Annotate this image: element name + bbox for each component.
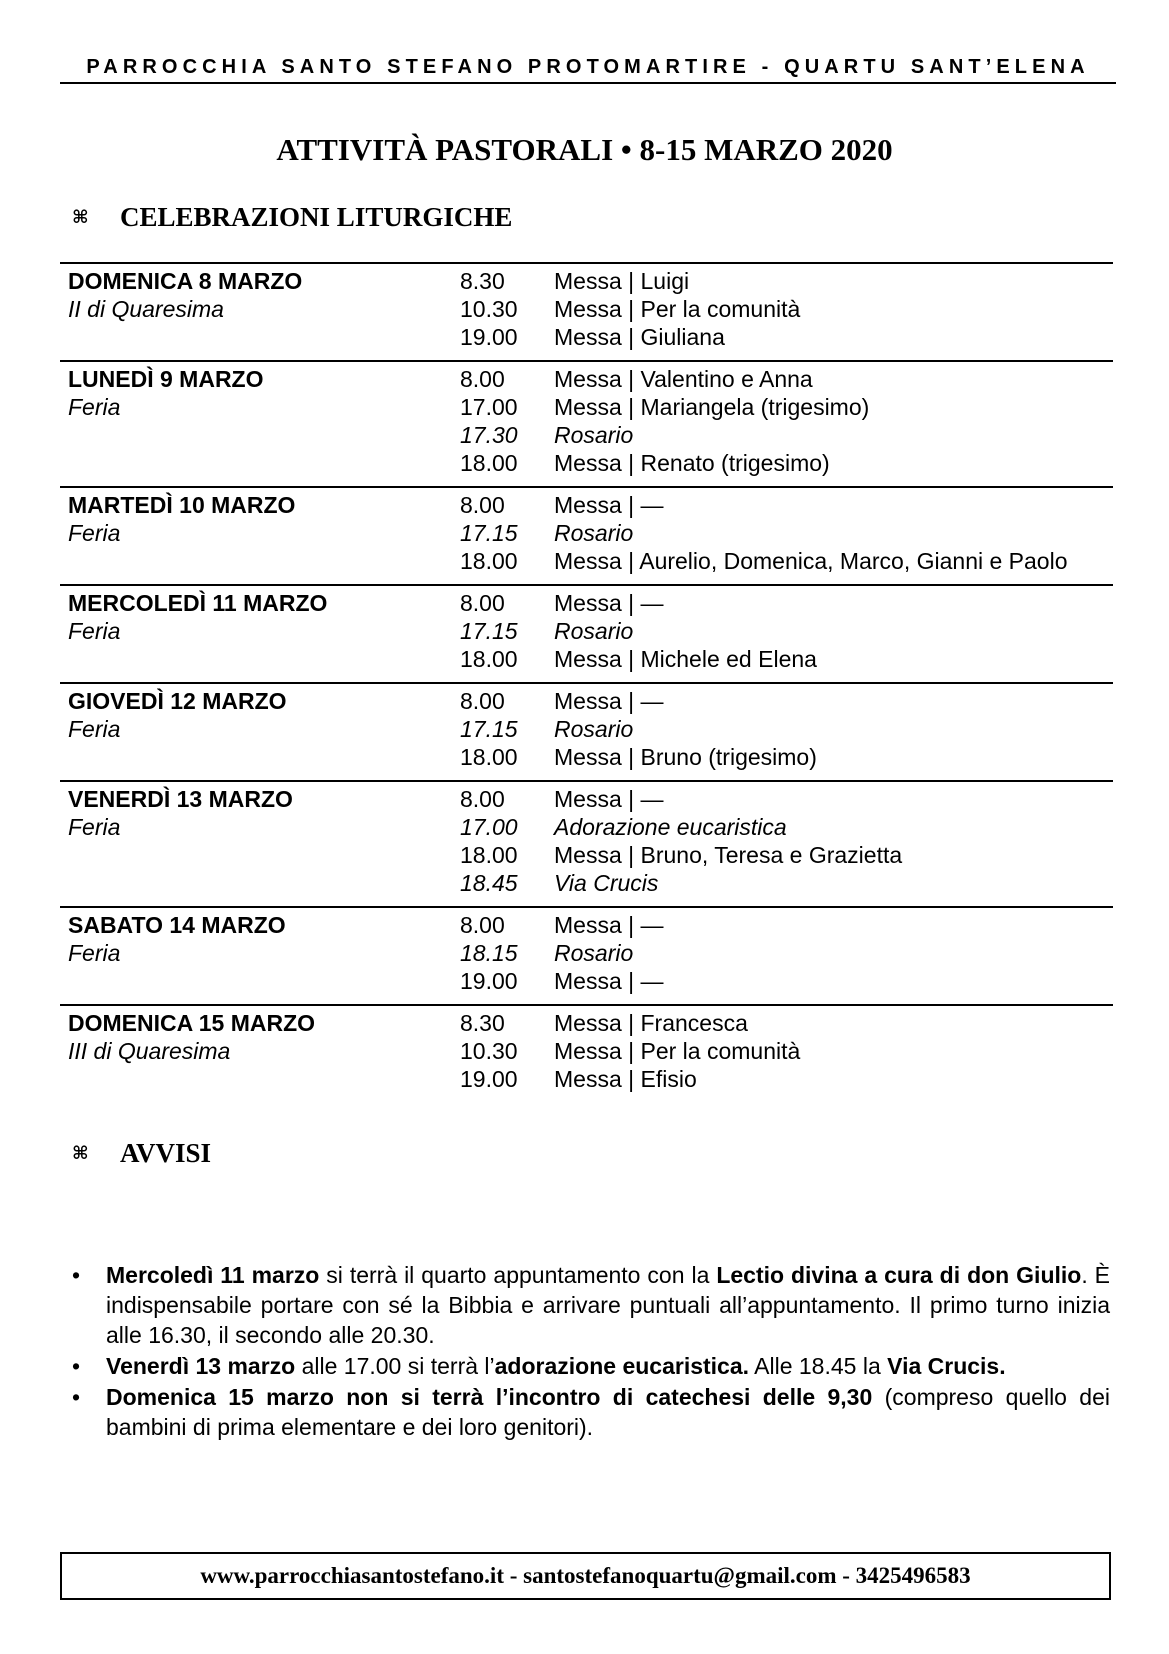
day-name: LUNEDÌ 9 MARZO xyxy=(68,366,264,392)
notice-emphasis: adorazione eucaristica. xyxy=(494,1353,750,1379)
event-row xyxy=(460,1009,1113,1037)
bullet-icon: • xyxy=(72,1353,81,1379)
event-description: Messa | — xyxy=(554,688,664,714)
day-note: Feria xyxy=(68,814,121,840)
event-row xyxy=(460,785,1113,813)
day-events xyxy=(460,589,1113,673)
event-row xyxy=(460,813,1113,841)
event-description: Messa | Efisio xyxy=(554,1066,697,1092)
event-description: Messa | Aurelio, Domenica, Marco, Gianni e Paolo xyxy=(554,548,1068,574)
event-description: Messa | Francesca xyxy=(554,1010,748,1036)
event-row xyxy=(460,295,1113,323)
event-row xyxy=(460,365,1113,393)
notice-text: si terrà il quarto appuntamento con la xyxy=(319,1262,717,1288)
day-note: Feria xyxy=(68,940,121,966)
day-info xyxy=(60,491,460,575)
day-name: GIOVEDÌ 12 MARZO xyxy=(68,688,287,714)
day-row xyxy=(60,262,1113,360)
parish-header: PARROCCHIA SANTO STEFANO PROTOMARTIRE - QUARTU SANT’ELENA xyxy=(86,56,1090,78)
notice-text: Alle 18.45 la xyxy=(749,1353,888,1379)
notice-text: alle 17.00 si terrà l’ xyxy=(295,1353,495,1379)
notice-emphasis: Lectio divina a cura di don Giulio xyxy=(716,1262,1082,1288)
day-note: Feria xyxy=(68,394,121,420)
event-description: Messa | Luigi xyxy=(554,268,690,294)
day-row xyxy=(60,906,1113,1004)
event-time: 19.00 xyxy=(460,968,518,994)
event-row xyxy=(460,449,1113,477)
event-time: 8.30 xyxy=(460,268,505,294)
notice-text: . È indispensabile portare con sé la Bibbia e arrivare puntuali all’appuntamento. Il primo turno inizia alle 16.30, il secondo alle 20.30. xyxy=(106,1262,1111,1348)
event-time: 18.00 xyxy=(460,646,518,672)
event-description: Messa | Giuliana xyxy=(554,324,725,350)
day-name: MARTEDÌ 10 MARZO xyxy=(68,492,296,518)
day-row xyxy=(60,360,1113,486)
event-time: 8.00 xyxy=(460,492,505,518)
event-description: Messa | — xyxy=(554,968,664,994)
notice-item xyxy=(70,1260,1110,1350)
event-time: 17.15 xyxy=(460,520,518,546)
notice-emphasis: Via Crucis. xyxy=(887,1353,1006,1379)
day-row xyxy=(60,584,1113,682)
notice-item xyxy=(70,1351,1110,1381)
day-events xyxy=(460,911,1113,995)
day-row xyxy=(60,780,1113,906)
event-row xyxy=(460,589,1113,617)
event-row xyxy=(460,967,1113,995)
day-note: Feria xyxy=(68,520,121,546)
event-time: 10.30 xyxy=(460,296,518,322)
event-time: 19.00 xyxy=(460,324,518,350)
event-row xyxy=(460,715,1113,743)
day-events xyxy=(460,267,1113,351)
event-description: Messa | Per la comunità xyxy=(554,296,801,322)
day-info xyxy=(60,589,460,673)
event-time: 17.15 xyxy=(460,716,518,742)
header-rule xyxy=(60,82,1116,84)
day-note: III di Quaresima xyxy=(68,1038,231,1064)
event-row xyxy=(460,645,1113,673)
event-row xyxy=(460,687,1113,715)
event-row xyxy=(460,939,1113,967)
day-note: Feria xyxy=(68,618,121,644)
day-name: VENERDÌ 13 MARZO xyxy=(68,786,293,812)
event-time: 18.00 xyxy=(460,744,518,770)
event-time: 17.00 xyxy=(460,394,518,420)
event-row xyxy=(460,1065,1113,1093)
event-description: Messa | Mariangela (trigesimo) xyxy=(554,394,870,420)
event-description: Messa | Michele ed Elena xyxy=(554,646,817,672)
section-marker-icon: ⌘ xyxy=(72,1142,89,1163)
event-row xyxy=(460,323,1113,351)
event-description: Messa | — xyxy=(554,590,664,616)
event-time: 10.30 xyxy=(460,1038,518,1064)
notices-list xyxy=(70,1260,1110,1443)
day-events xyxy=(460,687,1113,771)
event-description: Rosario xyxy=(554,618,634,644)
event-row xyxy=(460,393,1113,421)
day-events xyxy=(460,1009,1113,1093)
event-description: Messa | Bruno (trigesimo) xyxy=(554,744,817,770)
section-title: CELEBRAZIONI LITURGICHE xyxy=(120,201,513,232)
event-time: 8.00 xyxy=(460,912,505,938)
event-description: Messa | — xyxy=(554,786,664,812)
event-description: Messa | — xyxy=(554,912,664,938)
day-row xyxy=(60,486,1113,584)
footer-contacts: www.parrocchiasantostefano.it - santostefanoquartu@gmail.com - 3425496583 xyxy=(60,1552,1111,1600)
day-row xyxy=(60,1004,1113,1102)
day-name: MERCOLEDÌ 11 MARZO xyxy=(68,590,328,616)
day-note: II di Quaresima xyxy=(68,296,224,322)
event-description: Messa | Per la comunità xyxy=(554,1038,801,1064)
event-time: 8.30 xyxy=(460,1010,505,1036)
section-marker-icon: ⌘ xyxy=(72,206,89,227)
day-name: DOMENICA 8 MARZO xyxy=(68,268,303,294)
event-time: 18.00 xyxy=(460,842,518,868)
event-description: Messa | Renato (trigesimo) xyxy=(554,450,830,476)
day-name: DOMENICA 15 MARZO xyxy=(68,1010,316,1036)
event-row xyxy=(460,911,1113,939)
event-description: Rosario xyxy=(554,520,634,546)
page-title: ATTIVITÀ PASTORALI • 8-15 MARZO 2020 xyxy=(276,132,893,167)
event-description: Messa | Bruno, Teresa e Grazietta xyxy=(554,842,903,868)
day-info xyxy=(60,687,460,771)
event-row xyxy=(460,869,1113,897)
event-description: Rosario xyxy=(554,716,634,742)
notice-item xyxy=(70,1382,1110,1442)
day-info xyxy=(60,785,460,897)
section-notices xyxy=(72,1136,211,1170)
schedule-table xyxy=(60,262,1113,1102)
section-celebrations xyxy=(72,200,512,234)
event-description: Messa | — xyxy=(554,492,664,518)
section-title: AVVISI xyxy=(120,1137,212,1168)
event-description: Rosario xyxy=(554,422,634,448)
event-time: 17.15 xyxy=(460,618,518,644)
event-time: 17.00 xyxy=(460,814,518,840)
event-time: 17.30 xyxy=(460,422,518,448)
notice-emphasis: Venerdì 13 marzo xyxy=(106,1353,296,1379)
day-name: SABATO 14 MARZO xyxy=(68,912,286,938)
event-row xyxy=(460,617,1113,645)
event-row xyxy=(460,519,1113,547)
event-time: 18.00 xyxy=(460,450,518,476)
event-time: 8.00 xyxy=(460,366,505,392)
day-row xyxy=(60,682,1113,780)
event-row xyxy=(460,841,1113,869)
event-time: 8.00 xyxy=(460,590,505,616)
event-description: Messa | Valentino e Anna xyxy=(554,366,813,392)
event-time: 8.00 xyxy=(460,786,505,812)
event-row xyxy=(460,547,1113,575)
day-info xyxy=(60,1009,460,1093)
day-events xyxy=(460,491,1113,575)
notice-emphasis: Domenica 15 marzo non si terrà l’incontro di catechesi delle 9,30 xyxy=(106,1384,873,1410)
day-events xyxy=(460,365,1113,477)
event-time: 18.15 xyxy=(460,940,518,966)
event-row xyxy=(460,491,1113,519)
notice-text: (compreso quello dei bambini di prima elementare e dei loro genitori). xyxy=(106,1384,1110,1440)
event-row xyxy=(460,1037,1113,1065)
event-time: 8.00 xyxy=(460,688,505,714)
day-info xyxy=(60,267,460,351)
day-events xyxy=(460,785,1113,897)
event-time: 18.00 xyxy=(460,548,518,574)
event-description: Rosario xyxy=(554,940,634,966)
bullet-icon: • xyxy=(72,1262,81,1288)
event-row xyxy=(460,743,1113,771)
event-row xyxy=(460,267,1113,295)
event-description: Via Crucis xyxy=(554,870,659,896)
day-note: Feria xyxy=(68,716,121,742)
event-description: Adorazione eucaristica xyxy=(554,814,787,840)
event-row xyxy=(460,421,1113,449)
day-info xyxy=(60,911,460,995)
bullet-icon: • xyxy=(72,1384,81,1410)
event-time: 19.00 xyxy=(460,1066,518,1092)
day-info xyxy=(60,365,460,477)
event-time: 18.45 xyxy=(460,870,518,896)
notice-emphasis: Mercoledì 11 marzo xyxy=(106,1262,320,1288)
